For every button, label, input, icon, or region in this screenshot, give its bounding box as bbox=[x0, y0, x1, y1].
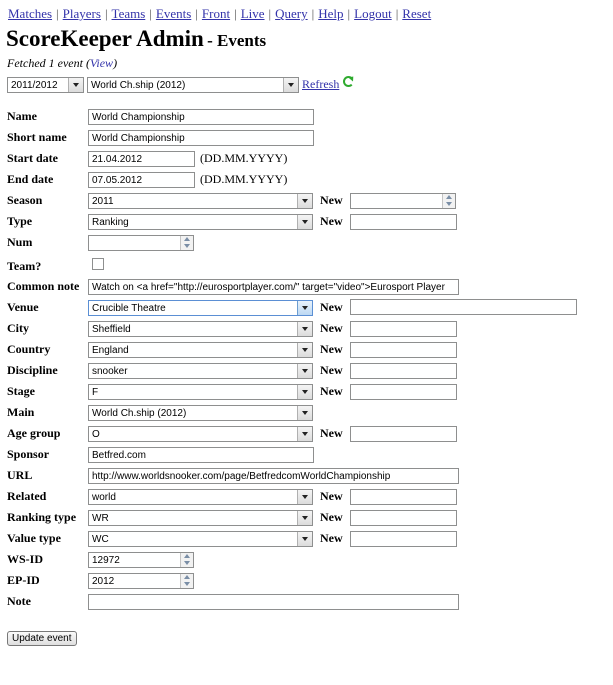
age-group-new-label: New bbox=[320, 426, 343, 440]
common-note-field[interactable]: Watch on <a href="http://eurosportplayer.com/" target="video">Eurosport Player bbox=[88, 279, 459, 295]
chevron-down-icon bbox=[297, 532, 312, 546]
stage-new-label: New bbox=[320, 384, 343, 398]
nav-separator: | bbox=[56, 6, 59, 21]
ranking-type-select[interactable] bbox=[88, 510, 313, 526]
nav-live[interactable]: Live bbox=[240, 6, 265, 21]
nav-front[interactable]: Front bbox=[201, 6, 231, 21]
type-select-value: Ranking bbox=[92, 217, 129, 228]
country-select-value: England bbox=[92, 345, 129, 356]
nav-separator: | bbox=[347, 6, 351, 21]
nav-matches[interactable]: Matches bbox=[8, 6, 53, 21]
value-type-select-value: WC bbox=[92, 534, 109, 545]
nav-separator: | bbox=[268, 6, 272, 21]
related-new-field[interactable] bbox=[350, 489, 457, 505]
discipline-select[interactable] bbox=[88, 363, 313, 379]
main-select[interactable] bbox=[88, 405, 313, 421]
chevron-down-icon bbox=[68, 78, 83, 92]
season-select[interactable] bbox=[88, 193, 313, 209]
label-ws-id: WS-ID bbox=[7, 552, 44, 566]
ws-id-stepper[interactable]: 12972 bbox=[88, 552, 194, 568]
event-select[interactable] bbox=[87, 77, 299, 93]
nav-separator: | bbox=[149, 6, 152, 21]
label-season: Season bbox=[7, 193, 43, 207]
season-filter-value: 2011/2012 bbox=[11, 80, 58, 91]
spinner-arrows-icon[interactable] bbox=[180, 553, 193, 567]
nav-separator: | bbox=[311, 6, 315, 21]
spinner-arrows-icon[interactable] bbox=[180, 236, 193, 250]
fetched-text: Fetched 1 event ( bbox=[7, 56, 90, 70]
value-type-new-label: New bbox=[320, 531, 343, 545]
related-select[interactable] bbox=[88, 489, 313, 505]
nav-separator: | bbox=[395, 6, 399, 21]
label-value-type: Value type bbox=[7, 531, 61, 545]
age-group-select-value: O bbox=[92, 429, 100, 440]
start-date-format-hint: (DD.MM.YYYY) bbox=[200, 151, 288, 165]
label-stage: Stage bbox=[7, 384, 35, 398]
chevron-down-icon bbox=[283, 78, 298, 92]
update-event-button[interactable]: Update event bbox=[7, 631, 77, 646]
team-checkbox[interactable] bbox=[92, 258, 104, 270]
label-name: Name bbox=[7, 109, 37, 123]
ranking-type-new-label: New bbox=[320, 510, 343, 524]
label-city: City bbox=[7, 321, 29, 335]
age-group-select[interactable] bbox=[88, 426, 313, 442]
chevron-down-icon bbox=[297, 385, 312, 399]
page-title-sub: - Events bbox=[207, 31, 267, 50]
country-select[interactable] bbox=[88, 342, 313, 358]
label-start-date: Start date bbox=[7, 151, 58, 165]
type-select[interactable] bbox=[88, 214, 313, 230]
venue-select-value: Crucible Theatre bbox=[92, 303, 166, 314]
nav-teams[interactable]: Teams bbox=[111, 6, 146, 21]
sponsor-field[interactable]: Betfred.com bbox=[88, 447, 314, 463]
venue-new-label: New bbox=[320, 300, 343, 314]
view-link[interactable]: View bbox=[89, 56, 114, 70]
season-new-label: New bbox=[320, 193, 343, 207]
event-select-value: World Ch.ship (2012) bbox=[91, 80, 186, 91]
main-select-value: World Ch.ship (2012) bbox=[92, 408, 187, 419]
value-type-select[interactable] bbox=[88, 531, 313, 547]
related-new-label: New bbox=[320, 489, 343, 503]
nav-help[interactable]: Help bbox=[318, 6, 344, 21]
fetched-close: ) bbox=[113, 56, 118, 70]
label-main: Main bbox=[7, 405, 35, 419]
label-ranking-type: Ranking type bbox=[7, 510, 77, 524]
label-discipline: Discipline bbox=[7, 363, 58, 377]
value-type-new-field[interactable] bbox=[350, 531, 457, 547]
city-select[interactable] bbox=[88, 321, 313, 337]
country-new-label: New bbox=[320, 342, 343, 356]
chevron-down-icon bbox=[297, 364, 312, 378]
refresh-link[interactable]: Refresh bbox=[302, 77, 340, 91]
chevron-down-icon bbox=[297, 194, 312, 208]
discipline-new-field[interactable] bbox=[350, 363, 457, 379]
chevron-down-icon bbox=[297, 215, 312, 229]
venue-new-field[interactable] bbox=[350, 299, 577, 315]
name-field[interactable]: World Championship bbox=[88, 109, 314, 125]
city-select-value: Sheffield bbox=[92, 324, 131, 335]
nav-events[interactable]: Events bbox=[155, 6, 192, 21]
refresh-icon[interactable] bbox=[343, 76, 354, 87]
label-team: Team? bbox=[7, 259, 42, 273]
label-sponsor: Sponsor bbox=[7, 447, 50, 461]
stage-new-field[interactable] bbox=[350, 384, 457, 400]
venue-select[interactable] bbox=[88, 300, 313, 316]
season-select-value: 2011 bbox=[92, 196, 114, 207]
type-new-label: New bbox=[320, 214, 343, 228]
spinner-arrows-icon[interactable] bbox=[180, 574, 193, 588]
chevron-down-icon bbox=[297, 406, 312, 420]
nav-logout[interactable]: Logout bbox=[354, 6, 392, 21]
chevron-down-icon bbox=[297, 322, 312, 336]
page-title-main: ScoreKeeper Admin bbox=[6, 26, 204, 51]
short-name-field[interactable]: World Championship bbox=[88, 130, 314, 146]
age-group-new-field[interactable] bbox=[350, 426, 457, 442]
label-short-name: Short name bbox=[7, 130, 67, 144]
num-stepper[interactable] bbox=[88, 235, 194, 251]
spinner-arrows-icon[interactable] bbox=[442, 194, 455, 208]
label-type: Type bbox=[7, 214, 33, 228]
city-new-label: New bbox=[320, 321, 343, 335]
ranking-type-new-field[interactable] bbox=[350, 510, 457, 526]
label-country: Country bbox=[7, 342, 51, 356]
discipline-select-value: snooker bbox=[92, 366, 128, 377]
page-title bbox=[6, 26, 266, 52]
chevron-down-icon bbox=[297, 511, 312, 525]
nav-separator: | bbox=[234, 6, 237, 21]
nav-separator: | bbox=[104, 6, 108, 21]
url-field[interactable]: http://www.worldsnooker.com/page/BetfredcomWorldChampionship bbox=[88, 468, 459, 484]
city-new-field[interactable] bbox=[350, 321, 457, 337]
season-filter-select[interactable] bbox=[7, 77, 84, 93]
label-note: Note bbox=[7, 594, 31, 608]
ranking-type-select-value: WR bbox=[92, 513, 109, 524]
top-nav bbox=[8, 6, 431, 22]
label-common-note: Common note bbox=[7, 279, 80, 293]
label-venue: Venue bbox=[7, 300, 39, 314]
discipline-new-label: New bbox=[320, 363, 343, 377]
nav-reset[interactable]: Reset bbox=[402, 6, 432, 21]
fetched-status bbox=[7, 56, 117, 71]
chevron-down-icon bbox=[297, 301, 312, 315]
country-new-field[interactable] bbox=[350, 342, 457, 358]
chevron-down-icon bbox=[297, 490, 312, 504]
label-url: URL bbox=[7, 468, 33, 482]
nav-query[interactable]: Query bbox=[275, 6, 308, 21]
stage-select-value: F bbox=[92, 387, 99, 398]
label-ep-id: EP-ID bbox=[7, 573, 40, 587]
label-age-group: Age group bbox=[7, 426, 61, 440]
end-date-field[interactable]: 07.05.2012 bbox=[88, 172, 195, 188]
type-new-field[interactable] bbox=[350, 214, 457, 230]
end-date-format-hint: (DD.MM.YYYY) bbox=[200, 172, 288, 186]
note-field[interactable] bbox=[88, 594, 459, 610]
label-end-date: End date bbox=[7, 172, 54, 186]
related-select-value: world bbox=[92, 492, 116, 503]
chevron-down-icon bbox=[297, 343, 312, 357]
ep-id-stepper[interactable]: 2012 bbox=[88, 573, 194, 589]
chevron-down-icon bbox=[297, 427, 312, 441]
season-new-stepper[interactable] bbox=[350, 193, 456, 209]
stage-select[interactable] bbox=[88, 384, 313, 400]
nav-players[interactable]: Players bbox=[62, 6, 101, 21]
start-date-field[interactable]: 21.04.2012 bbox=[88, 151, 195, 167]
label-related: Related bbox=[7, 489, 47, 503]
nav-separator: | bbox=[195, 6, 198, 21]
label-num: Num bbox=[7, 235, 33, 249]
